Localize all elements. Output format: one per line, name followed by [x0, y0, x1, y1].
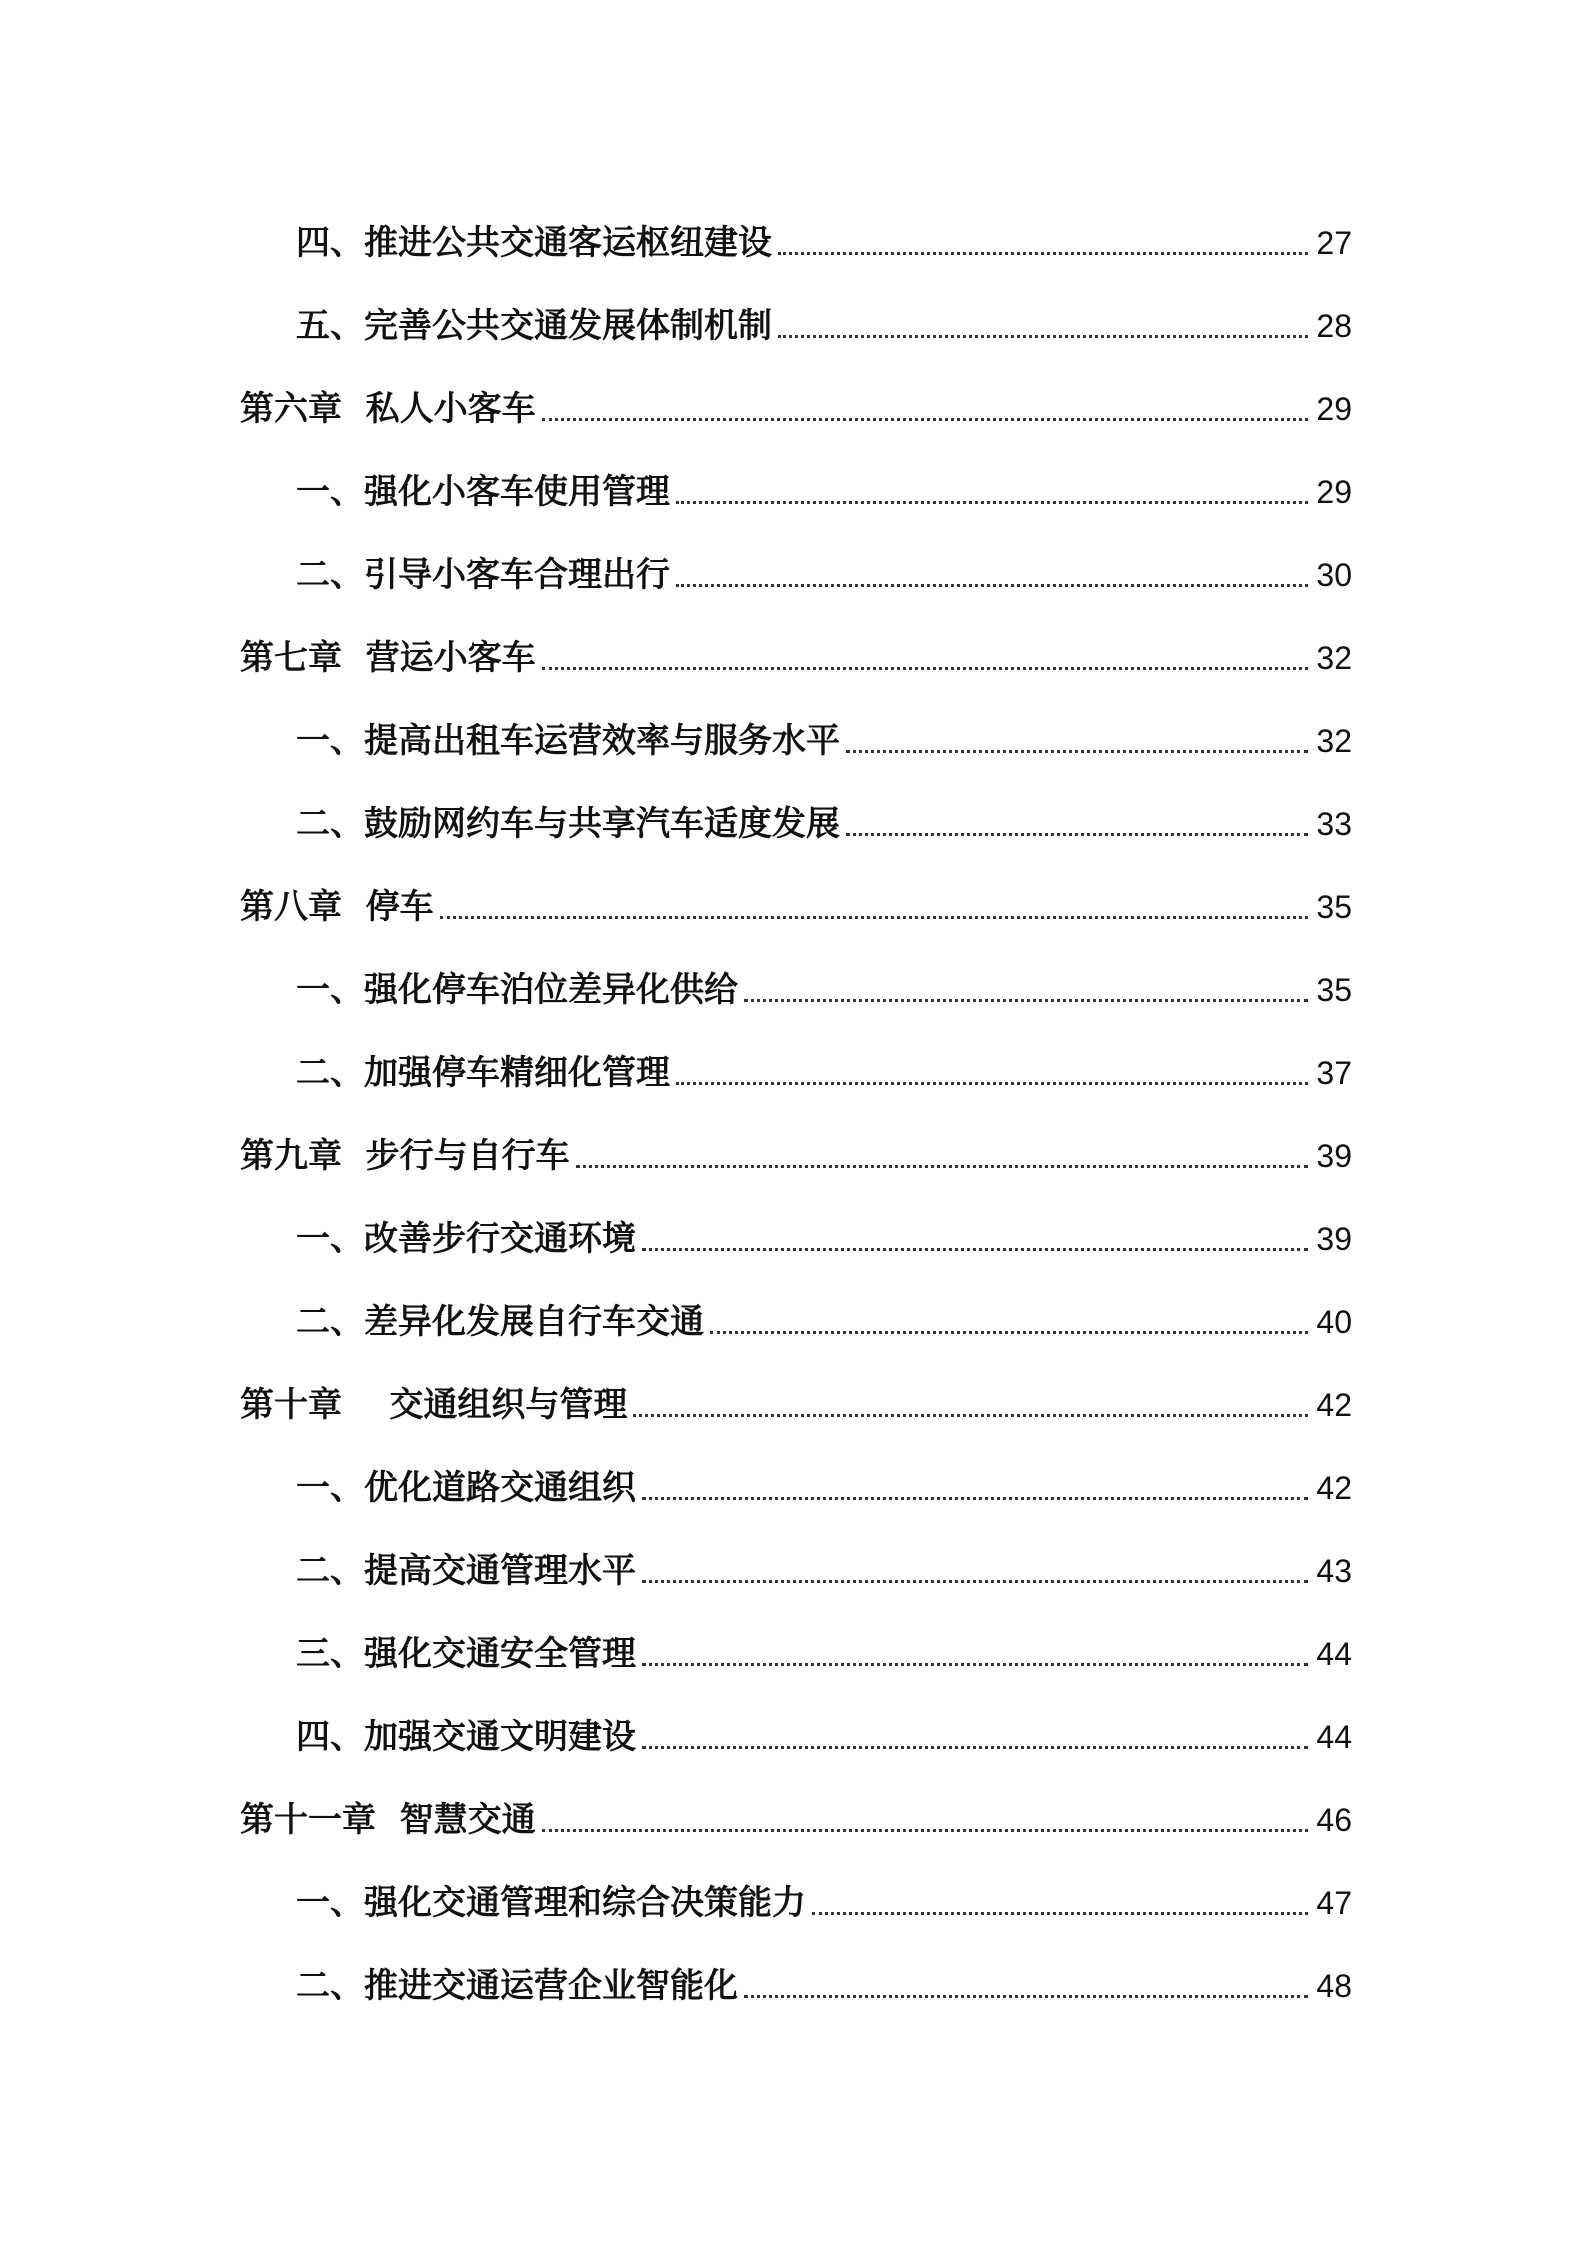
dot-leader	[846, 750, 1308, 753]
toc-entry-title: 三、强化交通安全管理	[296, 1634, 636, 1674]
toc-entry-title: 第八章 停车	[240, 887, 434, 927]
dot-leader	[710, 1331, 1308, 1334]
toc-entry-title: 五、完善公共交通发展体制机制	[296, 306, 772, 346]
toc-entry-title: 一、强化小客车使用管理	[296, 472, 670, 512]
toc-entry-title: 一、强化交通管理和综合决策能力	[296, 1883, 806, 1923]
toc-entry-title: 第七章 营运小客车	[240, 638, 536, 678]
toc-entry-title: 第十一章 智慧交通	[240, 1800, 536, 1840]
toc-entry-page: 47	[1316, 1885, 1352, 1921]
dot-leader	[576, 1165, 1308, 1168]
toc-entry-section[interactable]	[296, 1035, 1352, 1095]
toc-entry-page: 29	[1316, 391, 1352, 427]
toc-entry-page: 28	[1316, 308, 1352, 344]
toc-entry-chapter[interactable]	[240, 1118, 1352, 1178]
toc-entry-page: 32	[1316, 723, 1352, 759]
toc-entry-section[interactable]	[296, 1948, 1352, 2008]
dot-leader	[744, 1995, 1308, 1998]
dot-leader	[846, 833, 1308, 836]
toc-entry-section[interactable]	[296, 1865, 1352, 1925]
toc-entry-section[interactable]	[296, 952, 1352, 1012]
dot-leader	[542, 1829, 1308, 1832]
dot-leader	[778, 252, 1308, 255]
toc-entry-page: 27	[1316, 225, 1352, 261]
dot-leader	[744, 999, 1308, 1002]
dot-leader	[642, 1746, 1308, 1749]
toc-entry-title: 一、提高出租车运营效率与服务水平	[296, 721, 840, 761]
dot-leader	[440, 916, 1308, 919]
toc-entry-page: 33	[1316, 806, 1352, 842]
toc-entry-page: 40	[1316, 1304, 1352, 1340]
toc-entry-page: 29	[1316, 474, 1352, 510]
dot-leader	[676, 501, 1308, 504]
toc-entry-page: 35	[1316, 972, 1352, 1008]
toc-entry-title: 第九章 步行与自行车	[240, 1136, 570, 1176]
toc-entry-title: 二、加强停车精细化管理	[296, 1053, 670, 1093]
dot-leader	[676, 584, 1308, 587]
dot-leader	[633, 1414, 1308, 1417]
toc-entry-title: 四、加强交通文明建设	[296, 1717, 636, 1757]
toc-entry-chapter[interactable]	[240, 1782, 1352, 1842]
toc-entry-title: 二、鼓励网约车与共享汽车适度发展	[296, 804, 840, 844]
toc-entry-section[interactable]	[296, 1201, 1352, 1261]
toc-entry-title: 二、提高交通管理水平	[296, 1551, 636, 1591]
toc-entry-section[interactable]	[296, 1450, 1352, 1510]
toc-entry-title: 第十章 交通组织与管理	[240, 1385, 628, 1425]
toc-entry-section[interactable]	[296, 786, 1352, 846]
toc-entry-section[interactable]	[296, 1284, 1352, 1344]
toc-entry-page: 46	[1316, 1802, 1352, 1838]
toc-entry-chapter[interactable]	[240, 869, 1352, 929]
toc-entry-chapter[interactable]	[240, 620, 1352, 680]
toc-entry-title: 一、强化停车泊位差异化供给	[296, 970, 738, 1010]
toc-entry-page: 43	[1316, 1553, 1352, 1589]
dot-leader	[676, 1082, 1308, 1085]
toc-entry-section[interactable]	[296, 703, 1352, 763]
dot-leader	[542, 418, 1308, 421]
toc-entry-page: 37	[1316, 1055, 1352, 1091]
toc-entry-page: 35	[1316, 889, 1352, 925]
toc-entry-page: 39	[1316, 1221, 1352, 1257]
toc-entry-section[interactable]	[296, 205, 1352, 265]
dot-leader	[642, 1580, 1308, 1583]
toc-entry-section[interactable]	[296, 454, 1352, 514]
toc-entry-section[interactable]	[296, 1533, 1352, 1593]
toc-entry-page: 32	[1316, 640, 1352, 676]
dot-leader	[778, 335, 1308, 338]
toc-entry-page: 30	[1316, 557, 1352, 593]
toc-entry-page: 44	[1316, 1636, 1352, 1672]
dot-leader	[542, 667, 1308, 670]
toc-entry-page: 42	[1316, 1387, 1352, 1423]
toc-entry-title: 一、优化道路交通组织	[296, 1468, 636, 1508]
toc-entry-page: 42	[1316, 1470, 1352, 1506]
toc-entry-chapter[interactable]	[240, 371, 1352, 431]
dot-leader	[642, 1497, 1308, 1500]
toc-entry-title: 四、推进公共交通客运枢纽建设	[296, 223, 772, 263]
toc-entry-section[interactable]	[296, 537, 1352, 597]
toc-entry-section[interactable]	[296, 288, 1352, 348]
dot-leader	[642, 1248, 1308, 1251]
toc-entry-page: 39	[1316, 1138, 1352, 1174]
toc-entry-title: 一、改善步行交通环境	[296, 1219, 636, 1259]
dot-leader	[642, 1663, 1308, 1666]
dot-leader	[812, 1912, 1308, 1915]
toc-entry-section[interactable]	[296, 1699, 1352, 1759]
toc-entry-page: 48	[1316, 1968, 1352, 2004]
toc-entry-title: 第六章 私人小客车	[240, 389, 536, 429]
toc-entry-title: 二、引导小客车合理出行	[296, 555, 670, 595]
toc-entry-section[interactable]	[296, 1616, 1352, 1676]
toc-entry-chapter[interactable]	[240, 1367, 1352, 1427]
toc-entry-title: 二、差异化发展自行车交通	[296, 1302, 704, 1342]
toc-entry-page: 44	[1316, 1719, 1352, 1755]
toc-entry-title: 二、推进交通运营企业智能化	[296, 1966, 738, 2006]
